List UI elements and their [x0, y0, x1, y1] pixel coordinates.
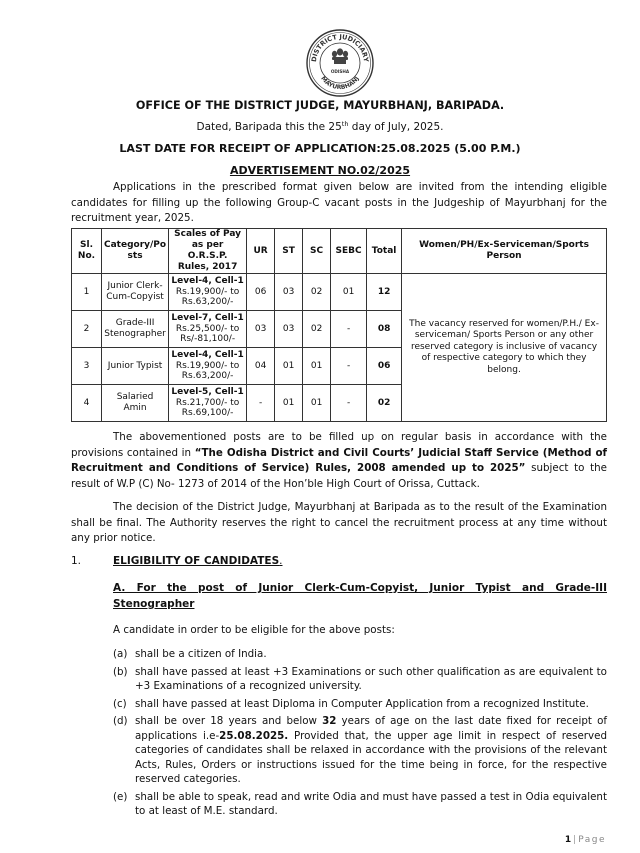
eligibility-criteria-list — [113, 647, 607, 822]
cell-category: Salaried Amin — [102, 385, 169, 422]
cell-ur: - — [247, 385, 275, 422]
cell-category: Grade-III Stenographer — [102, 311, 169, 348]
cell-total: 12 — [367, 274, 402, 311]
cell-total: 02 — [367, 385, 402, 422]
cell-st: 01 — [275, 348, 303, 385]
vacancy-table — [71, 228, 607, 422]
eligibility-intro: A candidate in order to be eligible for the above posts: — [113, 624, 395, 636]
list-item: (a) shall be a citizen of India. — [113, 648, 267, 660]
emblem-icon — [332, 48, 348, 64]
subsection-heading: A. For the post of Junior Clerk-Cum-Copyist, Junior Typist and Grade-III Stenographer — [113, 582, 607, 610]
cell-sc: 01 — [303, 348, 331, 385]
advertisement-number: ADVERTISEMENT NO.02/2025 — [229, 164, 411, 177]
section-number: 1. — [71, 555, 82, 567]
page-label: Page — [578, 835, 606, 845]
svg-text:MAYURBHANJ: MAYURBHANJ — [319, 75, 361, 92]
cell-sebc: - — [331, 348, 367, 385]
table-header-row — [72, 229, 607, 274]
cell-sl: 2 — [72, 311, 102, 348]
cell-category: Junior Clerk-Cum-Copyist — [102, 274, 169, 311]
col-st: ST — [275, 229, 303, 274]
cell-pay: Level-4, Cell-1 Rs.19,900/- to Rs.63,200/- — [169, 274, 247, 311]
col-sl: Sl. No. — [72, 229, 102, 274]
intro-paragraph: Applications in the prescribed format given below are invited from the intending eligible candidates for filling up the following Group-C vacant posts in the Judgeship of Mayurbhanj for the recruitment year, 2025. — [71, 181, 607, 224]
cell-sc: 02 — [303, 274, 331, 311]
svg-text:ODISHA: ODISHA — [330, 69, 350, 74]
cell-ur: 03 — [247, 311, 275, 348]
cell-st: 03 — [275, 311, 303, 348]
cell-st: 03 — [275, 274, 303, 311]
table-row — [72, 274, 607, 311]
decision-paragraph: The decision of the District Judge, Mayurbhanj at Baripada as to the result of the Examination shall be final. The Authority reserves the right to cancel the recruitment process at any time without any prior notice. — [71, 501, 607, 544]
cell-ur: 06 — [247, 274, 275, 311]
cell-pay: Level-4, Cell-1 Rs.19,900/- to Rs.63,200/- — [169, 348, 247, 385]
cell-sl: 3 — [72, 348, 102, 385]
office-title: OFFICE OF THE DISTRICT JUDGE, MAYURBHANJ, BARIPADA. — [135, 99, 505, 112]
list-item: (e) shall be able to speak, read and write Odia and must have passed a test in Odia equivalent to at least of M.E. standard. — [113, 790, 607, 817]
page-footer: 1 | Page — [564, 835, 606, 845]
cell-sc: 02 — [303, 311, 331, 348]
cell-category: Junior Typist — [102, 348, 169, 385]
section-title: ELIGIBILITY OF CANDIDATES. — [113, 555, 283, 567]
col-total: Total — [367, 229, 402, 274]
col-scales: Scales of Pay as per O.R.S.P. Rules, 2017 — [169, 229, 247, 274]
cell-total: 06 — [367, 348, 402, 385]
col-women: Women/PH/Ex-Serviceman/Sports Person — [402, 229, 607, 274]
cell-pay: Level-5, Cell-1 Rs.21,700/- to Rs.69,100/- — [169, 385, 247, 422]
list-item: (d) shall be over 18 years and below 32 years of age on the last date fixed for receipt of applications i.e-25.08.2025. Provided that, the upper age limit in respect of reserved categories of candidates shall be relaxed in accordance with the provisions of the relevant Acts, Rules, Orders or instructions issued for the time being in force, for the respective reserved categories. — [113, 715, 607, 785]
svg-text:DISTRICT JUDICIARY: DISTRICT JUDICIARY — [309, 32, 371, 63]
cell-total: 08 — [367, 311, 402, 348]
cell-sl: 4 — [72, 385, 102, 422]
col-ur: UR — [247, 229, 275, 274]
dated-line: Dated, Baripada this the 25th day of July, 2025. — [196, 120, 444, 133]
last-date-line: LAST DATE FOR RECEIPT OF APPLICATION:25.08.2025 (5.00 P.M.) — [119, 142, 521, 155]
district-judiciary-seal — [305, 28, 375, 98]
cell-sebc: - — [331, 311, 367, 348]
col-category: Category/Po sts — [102, 229, 169, 274]
list-item: (b) shall have passed at least +3 Examinations or such other qualification as are equivalent to +3 Examinations of a recognized university. — [113, 665, 607, 692]
cell-sebc: - — [331, 385, 367, 422]
col-sebc: SEBC — [331, 229, 367, 274]
cell-sebc: 01 — [331, 274, 367, 311]
cell-sc: 01 — [303, 385, 331, 422]
col-sc: SC — [303, 229, 331, 274]
cell-sl: 1 — [72, 274, 102, 311]
cell-ur: 04 — [247, 348, 275, 385]
cell-pay: Level-7, Cell-1 Rs.25,500/- to Rs/-81,100/- — [169, 311, 247, 348]
page-number: 1 — [564, 835, 572, 845]
cell-st: 01 — [275, 385, 303, 422]
regular-basis-paragraph: The abovementioned posts are to be filled up on regular basis in accordance with the provisions contained in “The Odisha District and Civil Courts’ Judicial Staff Service (Method of Recruitment and Conditions of Service) Rules, 2008 amended up to 2025” subject to the result of W.P (C) No- 1273 of 2014 of the Hon’ble High Court of Orissa, Cuttack. — [71, 431, 607, 490]
reservation-note: The vacancy reserved for women/P.H./ Ex-serviceman/ Sports Person or any other reserved category is inclusive of vacancy of respective category to which they belong. — [402, 274, 607, 422]
list-item: (c) shall have passed at least Diploma in Computer Application from a recognized Institute. — [113, 697, 589, 710]
